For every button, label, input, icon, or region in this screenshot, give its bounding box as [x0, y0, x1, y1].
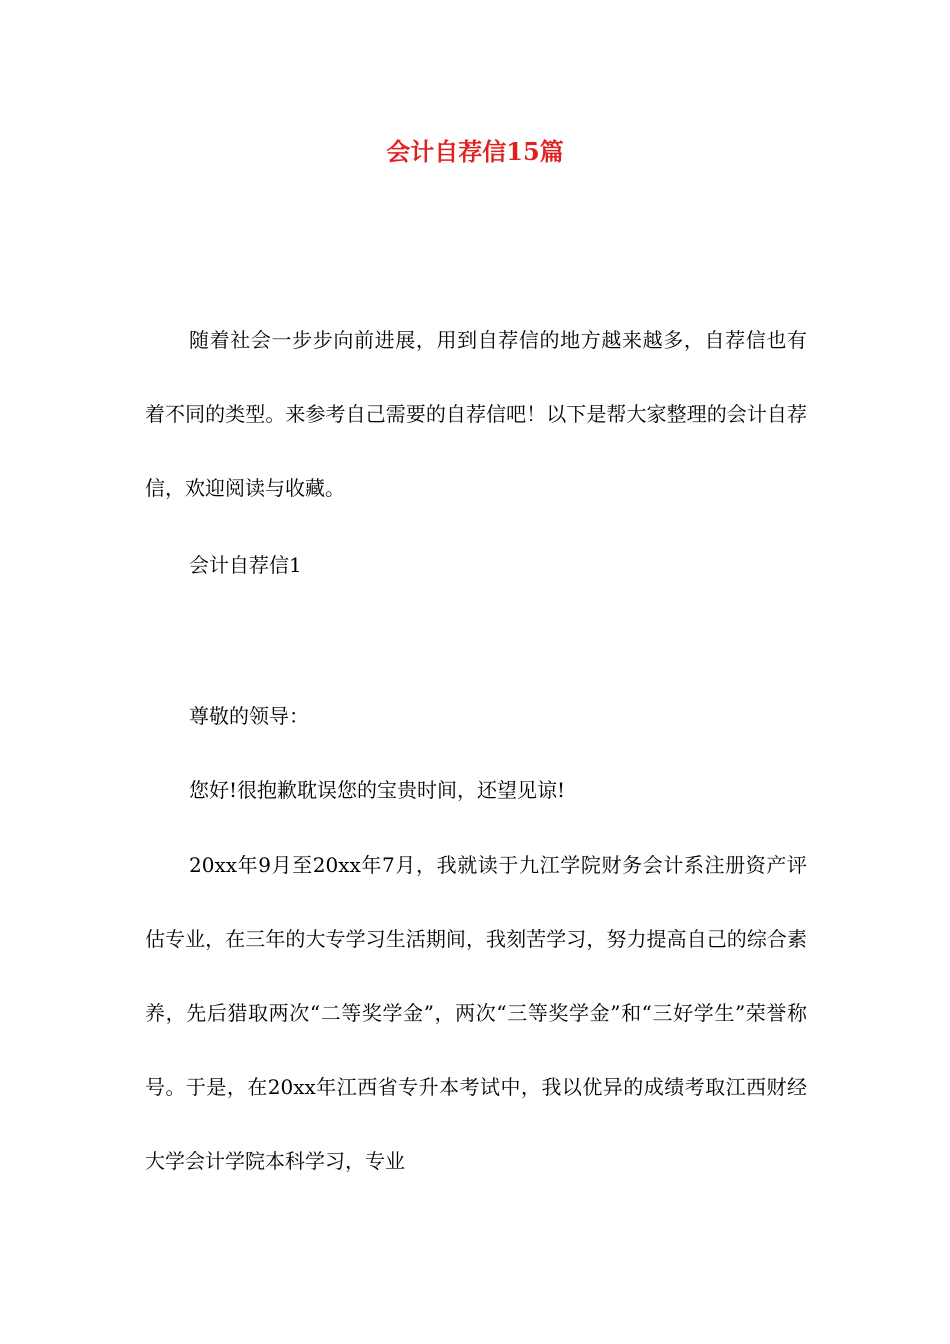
body-paragraph: 20xx年9月至20xx年7月，我就读于九江学院财务会计系注册资产评估专业，在三年的大专学习生活期间，我刻苦学习，努力提高自己的综合素养，先后猎取两次“二等奖学金”，两次“三等奖学金”和“三好学生”荣誉称号。于是，在20xx年江西省专升本考试中，我以优异的成绩考取江西财经大学会计学院本科学习，专业: [145, 853, 807, 1173]
greeting-paragraph: 您好!很抱歉耽误您的宝贵时间，还望见谅!: [189, 778, 566, 802]
intro-paragraph: 随着社会一步步向前进展，用到自荐信的地方越来越多，自荐信也有着不同的类型。来参考自己需要的自荐信吧！以下是帮大家整理的会计自荐信，欢迎阅读与收藏。: [145, 328, 807, 500]
section-heading: 会计自荐信1: [189, 553, 302, 577]
salutation: 尊敬的领导：: [189, 704, 309, 728]
document-title: 会计自荐信15篇: [386, 137, 564, 166]
